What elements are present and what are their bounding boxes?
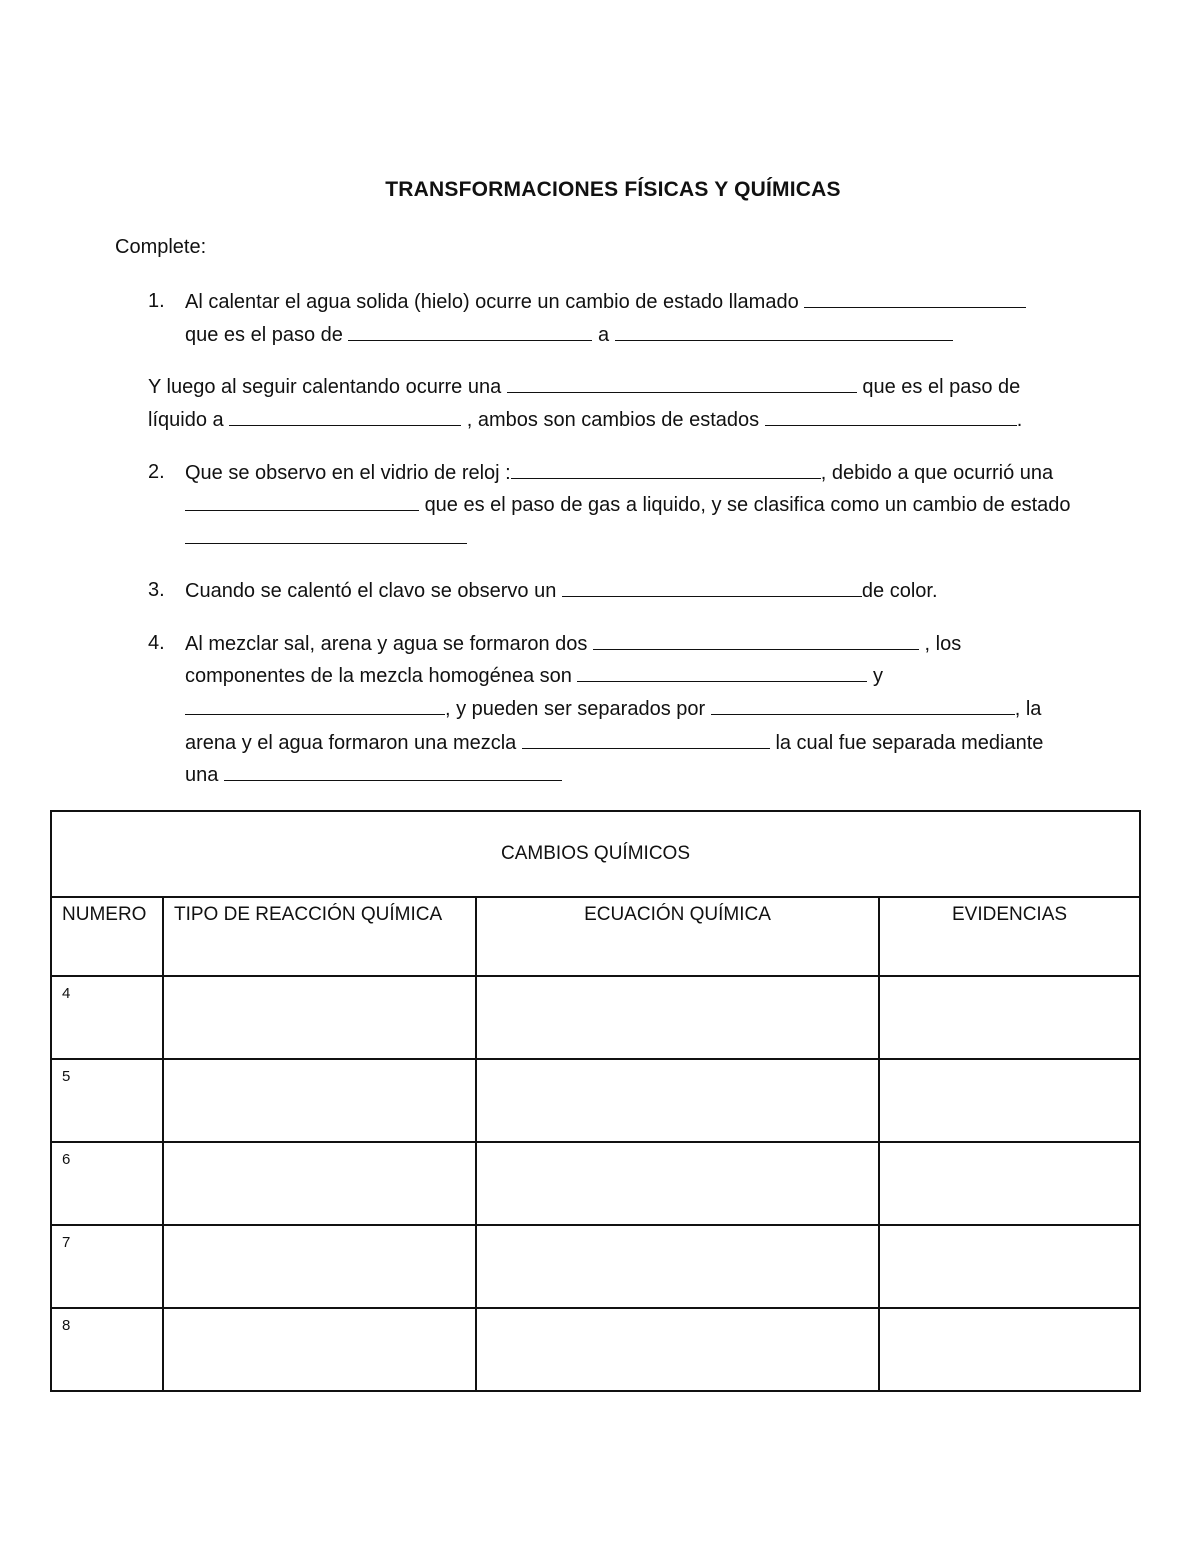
q1-text-4b: , ambos son cambios de estados [466,409,760,431]
cell-tipo[interactable] [163,1308,476,1391]
q4-text-4a: arena y el agua formaron una mezcla [185,732,517,754]
q1-text-1: Al calentar el agua solida (hielo) ocurre un cambio de estado llamado [185,291,799,313]
q4-blank-4[interactable] [711,696,1015,715]
q2-line-2 [185,492,1071,517]
cell-tipo[interactable] [163,976,476,1059]
q4-text-4b: la cual fue separada mediante [775,732,1044,754]
q2-text-1b: , debido a que ocurrió una [820,462,1054,484]
header-numero: NUMERO [51,897,163,976]
q1-blank-6[interactable] [765,407,1017,426]
q2-blank-2[interactable] [185,492,419,511]
q3-text-1b: de color. [861,580,938,602]
q1-blank-1[interactable] [804,289,1026,308]
q1-text-2b: a [598,324,610,346]
table-row [51,1308,1140,1391]
q4-text-1b: , los [924,633,962,655]
q4-line-4 [185,730,1043,755]
q4-text-1a: Al mezclar sal, arena y agua se formaron dos [185,633,588,655]
q1-line-4 [148,407,1022,432]
instruction-text: Complete: [115,236,207,258]
cell-ecuacion[interactable] [476,1308,879,1391]
q2-text-1a: Que se observo en el vidrio de reloj : [185,462,511,484]
q3-text-1a: Cuando se calentó el clavo se observo un [185,580,557,602]
q2-number: 2. [148,461,165,483]
q1-line-3 [148,374,1020,399]
q2-line-1 [185,460,1053,485]
row-number: 8 [51,1308,163,1391]
q1-text-2a: que es el paso de [185,324,343,346]
q4-line-1 [185,631,961,656]
q1-number: 1. [148,290,165,312]
q2-line-3 [185,525,467,550]
row-number: 6 [51,1142,163,1225]
cell-ecuacion[interactable] [476,976,879,1059]
header-ecuacion: ECUACIÓN QUÍMICA [476,897,879,976]
q4-text-3b: , la [1014,698,1042,720]
page-title: TRANSFORMACIONES FÍSICAS Y QUÍMICAS [385,178,841,201]
table-row [51,976,1140,1059]
cell-ecuacion[interactable] [476,1225,879,1308]
header-evidencias: EVIDENCIAS [879,897,1140,976]
q1-line-2 [185,322,953,347]
q1-line-1 [185,289,1026,314]
q1-text-3b: que es el paso de [862,376,1021,398]
q4-blank-1[interactable] [593,631,919,650]
q2-blank-1[interactable] [511,460,821,479]
q1-text-4a: líquido a [148,409,224,431]
q3-number: 3. [148,579,165,601]
q4-text-2a: componentes de la mezcla homogénea son [185,665,572,687]
q1-blank-4[interactable] [507,374,857,393]
cell-evidencias[interactable] [879,1308,1140,1391]
q4-blank-5[interactable] [522,730,770,749]
q4-text-5: una [185,764,219,786]
table-row [51,1225,1140,1308]
table-row [51,1142,1140,1225]
cell-tipo[interactable] [163,1142,476,1225]
q1-text-3a: Y luego al seguir calentando ocurre una [148,376,502,398]
cell-evidencias[interactable] [879,1142,1140,1225]
q1-blank-3[interactable] [615,322,953,341]
q1-text-4c: . [1016,409,1023,431]
cell-evidencias[interactable] [879,976,1140,1059]
q4-blank-3[interactable] [185,696,445,715]
cell-evidencias[interactable] [879,1225,1140,1308]
cell-evidencias[interactable] [879,1059,1140,1142]
q4-blank-2[interactable] [577,663,867,682]
row-number: 4 [51,976,163,1059]
q4-blank-6[interactable] [224,762,562,781]
q4-number: 4. [148,632,165,654]
q3-line-1 [185,578,938,603]
q2-text-2: que es el paso de gas a liquido, y se clasifica como un cambio de estado [424,494,1071,516]
q4-text-2b: y [873,665,884,687]
cell-ecuacion[interactable] [476,1142,879,1225]
cell-tipo[interactable] [163,1059,476,1142]
header-tipo-reaccion: TIPO DE REACCIÓN QUÍMICA [163,897,476,976]
q2-blank-3[interactable] [185,525,467,544]
table-row [51,1059,1140,1142]
chemical-changes-table [50,810,1141,1392]
cell-tipo[interactable] [163,1225,476,1308]
q1-blank-5[interactable] [229,407,461,426]
q4-line-2 [185,663,883,688]
q4-line-3 [185,696,1041,721]
q1-blank-2[interactable] [348,322,592,341]
table-header-row [51,897,1140,976]
row-number: 5 [51,1059,163,1142]
row-number: 7 [51,1225,163,1308]
q3-blank-1[interactable] [562,578,862,597]
table-caption: CAMBIOS QUÍMICOS [51,811,1140,897]
cell-ecuacion[interactable] [476,1059,879,1142]
q4-line-5 [185,762,562,787]
q4-text-3a: , y pueden ser separados por [445,698,706,720]
